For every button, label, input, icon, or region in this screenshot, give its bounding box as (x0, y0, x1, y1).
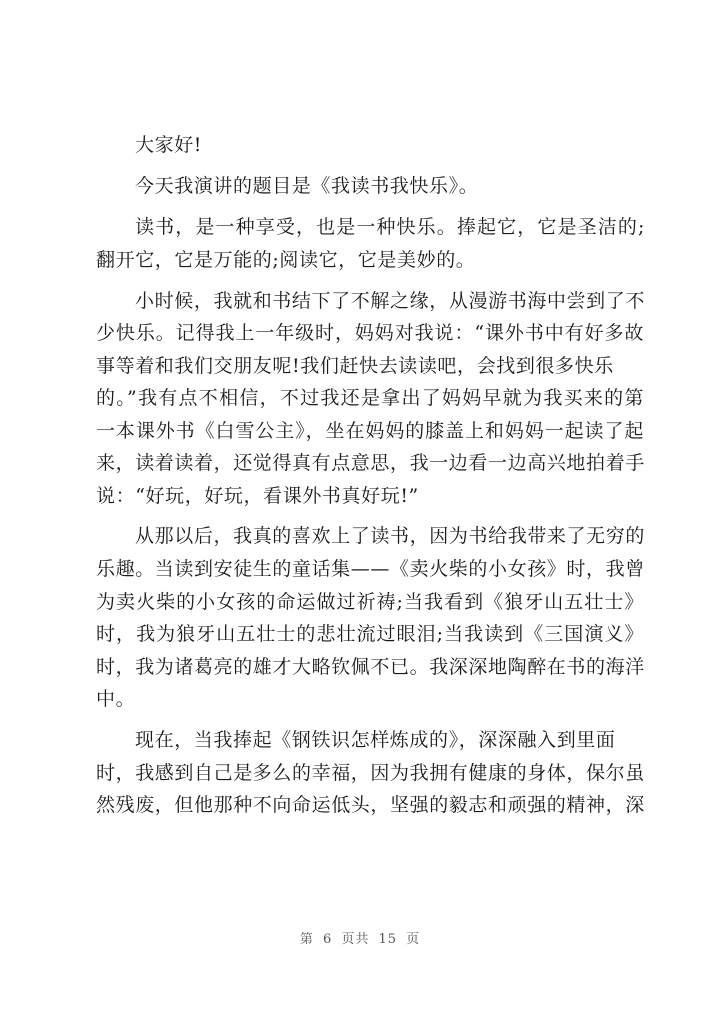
text-line: 时，我感到自己是多么的幸福，因为我拥有健康的身体，保尔虽 (96, 762, 645, 784)
text-line: 一本课外书《白雪公主》，坐在妈妈的膝盖上和妈妈一起读了起 (96, 420, 644, 442)
text-line: 的。”我有点不相信，不过我还是拿出了妈妈早就为我买来的第 (96, 387, 644, 409)
text-line: 然残废，但他那种不向命运低头，坚强的毅志和顽强的精神，深 (96, 794, 645, 816)
text-line: 少快乐。记得我上一年级时，妈妈对我说：“课外书中有好多故 (96, 322, 644, 344)
page-number-footer: 第 6 页共 15 页 (299, 932, 421, 947)
text-line: 大家好! (135, 134, 203, 156)
text-line: 事等着和我们交朋友呢!我们赶快去读读吧，会找到很多快乐 (96, 355, 614, 377)
text-line: 翻开它，它是万能的;阅读它，它是美妙的。 (96, 249, 476, 271)
text-line: 从那以后，我真的喜欢上了读书，因为书给我带来了无穷的 (135, 525, 645, 547)
text-line: 时，我为狼牙山五壮士的悲壮流过眼泪;当我读到《三国演义》 (96, 623, 644, 645)
text-line: 今天我演讲的题目是《我读书我快乐》。 (135, 175, 479, 197)
text-line: 为卖火柴的小女孩的命运做过祈祷;当我看到《狼牙山五壮士》 (96, 591, 644, 613)
text-line: 乐趣。当读到安徒生的童话集——《卖火柴的小女孩》时，我曾 (96, 558, 645, 580)
text-line: 说：“好玩，好玩，看课外书真好玩!” (96, 485, 419, 507)
text-line: 中。 (96, 688, 136, 710)
text-line: 来，读着读着，还觉得真有点意思，我一边看一边高兴地拍着手 (96, 452, 645, 474)
text-line: 现在，当我捧起《钢铁识怎样炼成的》，深深融入到里面 (135, 729, 616, 751)
text-line: 时，我为诸葛亮的雄才大略钦佩不已。我深深地陶醉在书的海洋 (96, 656, 645, 678)
text-line: 读书，是一种享受，也是一种快乐。捧起它，它是圣洁的; (135, 216, 645, 238)
text-line: 小时候，我就和书结下了不解之缘，从漫游书海中尝到了不 (135, 290, 645, 312)
